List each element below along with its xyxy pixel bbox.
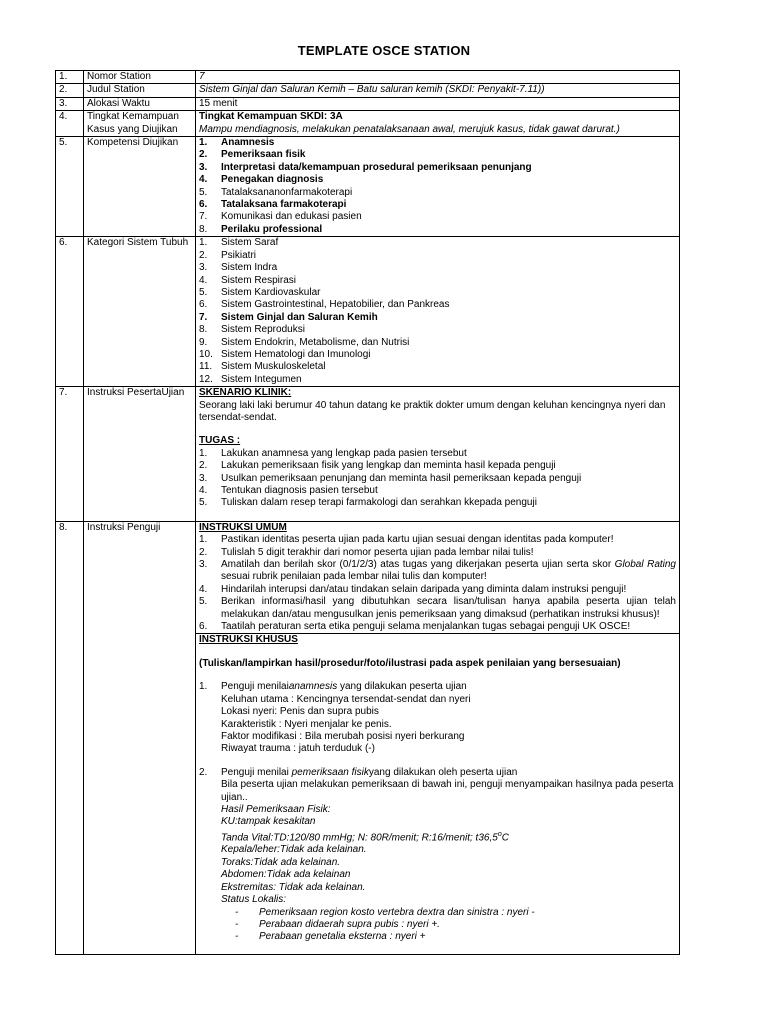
list-item: 1. Pastikan identitas peserta ujian pada kartu ujian sesuai dengan identitas pada komputer! (199, 534, 614, 546)
row-number: 7. (56, 387, 84, 522)
list-item: 10. Sistem Hematologi dan Imunologi (199, 348, 371, 360)
text-line: Kepala/leher:Tidak ada kelainan. (221, 844, 367, 856)
osce-station-table (55, 70, 680, 955)
text-line: Hasil Pemeriksaan Fisik: (221, 803, 331, 815)
list-item: 5. Sistem Kardiovaskular (199, 286, 321, 298)
list-item: 6. Sistem Gastrointestinal, Hepatobilier, dan Pankreas (199, 299, 450, 311)
competency-list (199, 137, 676, 236)
list-item: 2. Pemeriksaan fisik (199, 149, 306, 161)
row-value (196, 137, 680, 237)
list-item: 7. Sistem Ginjal dan Saluran Kemih (199, 311, 378, 323)
list-item: 4. Hindarilah interupsi dan/atau tindakan selain daripada yang diminta dalam instruksi penguji! (199, 583, 627, 595)
list-item: 1. Sistem Saraf (199, 237, 279, 249)
instruksi-umum-cell (196, 521, 680, 634)
row-alokasi-waktu (56, 97, 680, 110)
row-number: 8. (56, 521, 84, 955)
row-instruksi-penguji (56, 521, 680, 634)
body-system-list (199, 237, 676, 386)
list-item: 12. Sistem Integumen (199, 373, 302, 385)
list-item: 2. Tulislah 5 digit terakhir dari nomor peserta ujian pada lembar nilai tulis! (199, 546, 534, 558)
list-item: 7. Komunikasi dan edukasi pasien (199, 211, 362, 223)
row-label: Judul Station (84, 84, 196, 97)
list-item: 3. Interpretasi data/kemampuan prosedural pemeriksaan penunjang (199, 161, 532, 173)
list-item: 6. Tatalaksana farmakoterapi (199, 199, 347, 211)
row-value: 15 menit (196, 97, 680, 110)
list-item: 11. Sistem Muskuloskeletal (199, 361, 326, 373)
list-item: 1. Anamnesis (199, 137, 275, 149)
row-number: 1. (56, 71, 84, 84)
skenario-text: Seorang laki laki berumur 40 tahun datang ke praktik dokter umum dengan keluhan kencingnya nyeri dan tersendat-sendat. (199, 399, 666, 423)
text-line: Status Lokalis: (221, 894, 287, 906)
row-number: 2. (56, 84, 84, 97)
instruksi-umum-list (199, 534, 676, 633)
row-label: Instruksi Penguji (84, 521, 196, 955)
list-item: 8. Sistem Reproduksi (199, 324, 305, 336)
row-tingkat-kemampuan (56, 111, 680, 137)
row-label: Tingkat Kemampuan Kasus yang Diujikan (84, 111, 196, 137)
skdi-level-title: Tingkat Kemampuan SKDI: 3A (199, 111, 343, 123)
vital-signs-line: Tanda Vital:TD:120/80 mmHg; N: 80R/menit; R:16/menit; t36,5$^o$C (221, 830, 509, 844)
row-number: 6. (56, 237, 84, 387)
tugas-heading: TUGAS : (199, 435, 241, 447)
instruksi-umum-heading: INSTRUKSI UMUM (199, 521, 287, 533)
row-label: Kategori Sistem Tubuh (84, 237, 196, 387)
row-nomor-station (56, 71, 680, 84)
row-label: Nomor Station (84, 71, 196, 84)
list-item: 6. Taatilah peraturan serta etika penguji selama menjalankan tugas sebagai penguji UK OSCE! (199, 621, 631, 633)
row-value (196, 237, 680, 387)
list-item: 5. Tatalaksananonfarmakoterapi (199, 186, 353, 198)
text-line: Lokasi nyeri: Penis dan supra pubis (221, 706, 379, 718)
anamnesis-results (199, 694, 676, 756)
list-item: 4. Sistem Respirasi (199, 274, 297, 286)
instruksi-khusus-cell (196, 634, 680, 955)
row-label: Alokasi Waktu (84, 97, 196, 110)
list-item: - Pemeriksaan region kosto vertebra dextra dan sinistra : nyeri - (235, 906, 535, 918)
list-item: 3. Amatilah dan berilah skor (0/1/2/3) atas tugas yang dikerjakan peserta ujian serta skor Global Rating sesuai rubrik penilaian pada lembar nilai tulis dan komputer! (199, 559, 676, 583)
list-item: - Perabaan genetalia eksterna : nyeri + (235, 931, 426, 943)
list-item: 3. Sistem Indra (199, 262, 278, 274)
list-item: 5. Tuliskan dalam resep terapi farmakologi dan serahkan kkepada penguji (199, 497, 537, 509)
list-item: 2. Lakukan pemeriksaan fisik yang lengkap dan meminta hasil kepada penguji (199, 460, 556, 472)
skenario-heading: SKENARIO KLINIK: (199, 387, 292, 399)
list-item: 9. Sistem Endokrin, Metabolisme, dan Nutrisi (199, 336, 410, 348)
list-item: - Perabaan didaerah supra pubis : nyeri +. (235, 918, 440, 930)
text-line: Faktor modifikasi : Bila merubah posisi nyeri berkurang (221, 730, 465, 742)
pemeriksaan-fisik-results (199, 779, 676, 906)
text-line: Abdomen:Tidak ada kelainan (221, 869, 351, 881)
text-line: Toraks:Tidak ada kelainan. (221, 856, 341, 868)
row-judul-station (56, 84, 680, 97)
row-value: Sistem Ginjal dan Saluran Kemih – Batu saluran kemih (SKDI: Penyakit-7.11)) (196, 84, 680, 97)
skdi-level-description: Mampu mendiagnosis, melakukan penatalaksanaan awal, merujuk kasus, tidak gawat darurat.) (199, 123, 620, 135)
instruksi-khusus-note: (Tuliskan/lampirkan hasil/prosedur/foto/ilustrasi pada aspek penilaian yang bersesuaian) (199, 657, 621, 669)
list-item: 4. Penegakan diagnosis (199, 174, 324, 186)
row-number: 3. (56, 97, 84, 110)
row-label: Kompetensi Diujikan (84, 137, 196, 237)
row-kompetensi (56, 137, 680, 237)
instruksi-khusus-heading: INSTRUKSI KHUSUS (199, 634, 298, 646)
row-value (196, 387, 680, 522)
text-line: Riwayat trauma : jatuh terduduk (-) (221, 743, 375, 755)
list-item: 4. Tentukan diagnosis pasien tersebut (199, 485, 378, 496)
khusus-item-pemeriksaan-fisik: 2. Penguji menilai pemeriksaan fisikyang dilakukan oleh peserta ujian (199, 766, 518, 778)
khusus-item-anamnesis: 1. Penguji menilaianamnesis yang dilakukan peserta ujian (199, 681, 467, 693)
row-instruksi-peserta (56, 387, 680, 522)
document-title: TEMPLATE OSCE STATION (297, 43, 471, 58)
list-item: 2. Psikiatri (199, 249, 257, 261)
row-value: 7 (196, 71, 680, 84)
text-line: Karakteristik : Nyeri menjalar ke penis. (221, 718, 392, 730)
list-item: 5. Berikan informasi/hasil yang dibutuhkan secara lisan/tulisan hanya apabila peserta ujian telah melakukan dan/atau mengusulkan jenis pemeriksaan yang dimaksud (perhatikan instruksi khusus)! (199, 596, 676, 620)
row-label: Instruksi PesertaUjian (84, 387, 196, 522)
row-kategori-sistem (56, 237, 680, 387)
text-line: KU:tampak kesakitan (221, 816, 316, 828)
row-number: 4. (56, 111, 84, 137)
text-line: Keluhan utama : Kencingnya tersendat-sendat dan nyeri (221, 693, 471, 705)
tugas-list (199, 448, 676, 510)
list-item: 3. Usulkan pemeriksaan penunjang dan meminta hasil pemeriksaan kepada penguji (199, 472, 582, 484)
text-line: Bila peserta ujian melakukan pemeriksaan di bawah ini, penguji menyampaikan hasilnya pada peserta ujian.. (221, 779, 674, 803)
row-value (196, 111, 680, 137)
list-item: 1. Lakukan anamnesa yang lengkap pada pasien tersebut (199, 447, 467, 459)
row-number: 5. (56, 137, 84, 237)
text-line: Ekstremitas: Tidak ada kelainan. (221, 881, 366, 893)
list-item: 8. Perilaku professional (199, 223, 323, 235)
